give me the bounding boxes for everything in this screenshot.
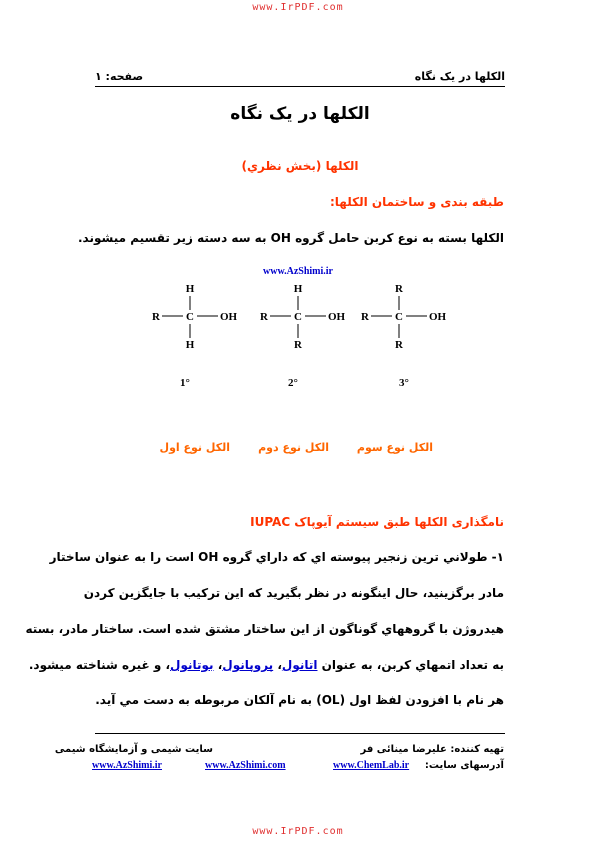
footer-rule <box>95 733 505 734</box>
separator-2: ، <box>213 658 223 672</box>
structure-secondary <box>260 283 346 389</box>
iupac-line-2: مادر برگزينيد، حال اينگونه در نظر بگيريد كه اين تركيب با جايگزين كردن <box>83 586 504 600</box>
iupac-line-4 <box>29 658 504 672</box>
type-number-label: 3° <box>399 377 409 389</box>
main-title: الکلها در یک نگاه <box>230 104 370 124</box>
footer-prepared-by: تهیه کننده: علیرضا مینائی فر <box>360 744 504 755</box>
atom-center: C <box>294 311 302 323</box>
atom-top: H <box>185 283 195 295</box>
iupac-line-1: ۱- طولاني ترين زنجير پيوسته اي كه داراي گروه OH است را به عنوان ساختار <box>49 550 504 564</box>
atom-bottom: R <box>294 339 302 351</box>
watermark-bottom: www.IrPDF.com <box>252 826 344 837</box>
header-title: الکلها در یک نگاه <box>414 70 505 83</box>
atom-left: R <box>361 311 369 323</box>
alcohol-structures <box>0 280 596 395</box>
page-number: صفحه: ۱ <box>95 70 144 83</box>
type-number-label: 2° <box>288 377 298 389</box>
type-third-label: الکل نوع سوم <box>356 441 433 454</box>
atom-right: OH <box>328 311 346 323</box>
atom-left: R <box>152 311 160 323</box>
site-link[interactable]: www.AzShimi.ir <box>263 266 333 277</box>
atom-right: OH <box>429 311 447 323</box>
footer-link-azshimi-com[interactable]: www.AzShimi.com <box>205 760 286 771</box>
atom-top: R <box>395 283 403 295</box>
watermark-top: www.IrPDF.com <box>252 2 344 13</box>
footer-site-name: سایت شیمی و آزمایشگاه شیمی <box>54 744 213 755</box>
type-second-label: الکل نوع دوم <box>258 441 329 454</box>
butanol-link[interactable]: بوتانول <box>170 658 214 672</box>
type-number-label: 1° <box>180 377 190 389</box>
atom-left: R <box>260 311 268 323</box>
separator-1: ، <box>273 658 282 672</box>
atom-center: C <box>395 311 403 323</box>
structure-tertiary <box>361 283 447 389</box>
footer-addresses-label: آدرسهای سایت: <box>424 760 504 771</box>
classification-text: الکلها بسته به نوع کربن حامل گروه OH به سه دسته زیر تقسیم میشوند. <box>77 231 504 245</box>
atom-top: H <box>293 283 303 295</box>
page-header <box>95 70 505 86</box>
section-heading-iupac: نامگذاری الکلها طبق سیستم آیوپاک IUPAC <box>250 515 504 529</box>
iupac-line-4-start: به تعداد اتمهاي كربن، به عنوان <box>317 658 504 672</box>
iupac-line-5: هر نام با افزودن لفظ اول (OL) به نام آلکان مربوطه به دست مي آيد. <box>95 693 504 707</box>
propanol-link[interactable]: پروپانول <box>222 658 274 672</box>
footer-link-azshimi-ir[interactable]: www.AzShimi.ir <box>92 760 162 771</box>
atom-bottom: R <box>395 339 403 351</box>
section-heading-classification: طبقه بندی و ساختمان الکلها: <box>330 195 504 209</box>
iupac-line-3: هيدروژن با گروههاي گوناگون از اين ساختار مشتق شده است. ساختار مادر، بسته <box>25 622 504 636</box>
type-first-label: الکل نوع اول <box>159 441 230 454</box>
header-rule <box>95 86 505 87</box>
footer-link-chemlab[interactable]: www.ChemLab.ir <box>333 760 410 771</box>
atom-center: C <box>186 311 194 323</box>
atom-bottom: H <box>185 339 195 351</box>
iupac-line-4-end: ، و غيره شناخته ميشود. <box>28 658 171 672</box>
subtitle: الکلها (بخش نظري) <box>241 159 359 173</box>
structure-primary <box>152 283 238 389</box>
atom-right: OH <box>220 311 238 323</box>
ethanol-link[interactable]: اتانول <box>281 658 318 672</box>
